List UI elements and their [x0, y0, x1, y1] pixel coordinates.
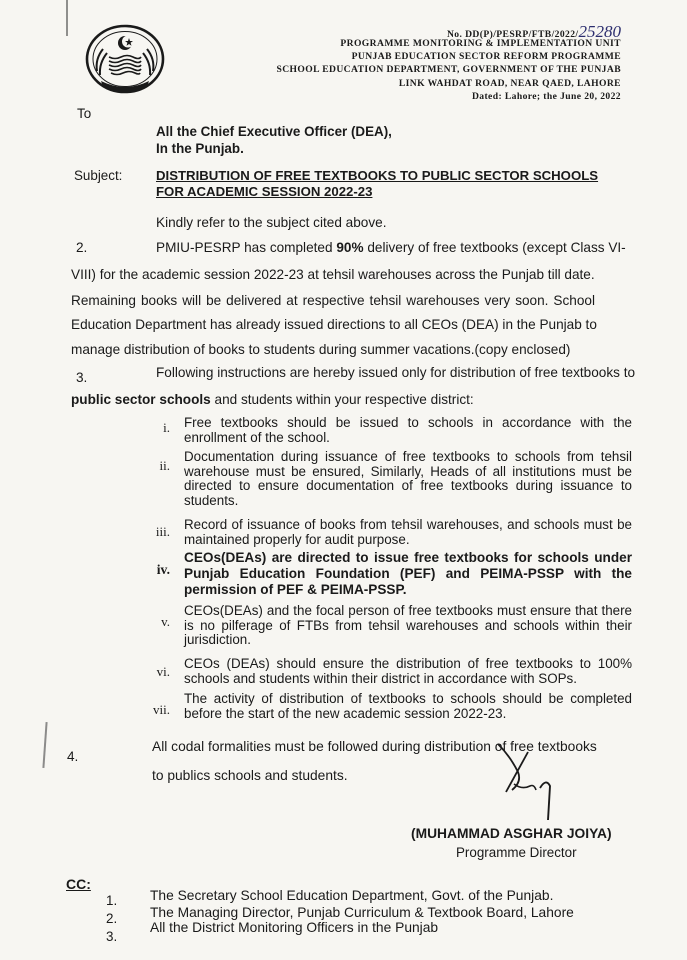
subject-label: Subject: [74, 168, 123, 183]
para-2-percent: 90% [336, 240, 364, 255]
header-programme: PUNJAB EDUCATION SECTOR REFORM PROGRAMME [351, 51, 621, 62]
addressee-line-2: In the Punjab. [156, 141, 244, 156]
instruction-num: vi. [156, 664, 170, 679]
instruction-num: i. [163, 420, 170, 435]
header-date: Dated: Lahore; the June 20, 2022 [471, 91, 621, 102]
scan-margin-mark [42, 722, 47, 768]
cc-item-number: 2. [106, 911, 118, 926]
scan-edge-mark [66, 0, 68, 36]
instruction-num: v. [161, 614, 170, 629]
para-2-line-5: manage distribution of books to students during summer vacations.(copy enclosed) [71, 342, 571, 357]
para-4-number: 4. [67, 749, 79, 764]
signatory-name: (MUHAMMAD ASGHAR JOIYA) [411, 826, 612, 841]
header-unit: PROGRAMME MONITORING & IMPLEMENTATION UNIT [340, 38, 621, 49]
instruction-item: Documentation during issuance of free textbooks to schools from tehsil warehouse must be ensured, Similarly, Heads of all institutions must be directed to ensure documentation of free textbooks during issuance to students. [184, 449, 632, 508]
para-2-line-1 [156, 236, 626, 260]
instruction-item: Free textbooks should be issued to schools in accordance with the enrollment of the school. [184, 415, 632, 445]
handwritten-reference-number: 25280 [578, 22, 621, 41]
para-4-line-1: All codal formalities must be followed during distribution of free textbooks [152, 739, 597, 754]
para-3-number: 3. [76, 370, 88, 385]
instruction-item: Record of issuance of books from tehsil warehouses, and schools must be maintained properly for audit purpose. [184, 517, 632, 547]
punjab-emblem-logo [83, 23, 167, 95]
to-label: To [77, 106, 92, 121]
cc-label: CC: [66, 876, 91, 892]
addressee-line-1: All the Chief Executive Officer (DEA), [156, 124, 392, 139]
para-2-number: 2. [76, 240, 88, 255]
cc-item-number: 3. [106, 929, 118, 944]
reference-prefix: No. DD(P)/PESRP/FTB/2022/ [446, 29, 579, 40]
header-department: SCHOOL EDUCATION DEPARTMENT, GOVERNMENT OF THE PUNJAB [276, 64, 621, 75]
handwritten-signature [488, 734, 578, 824]
para-3-rest-text: and students within your respective district: [210, 392, 474, 407]
instruction-num: vii. [153, 702, 170, 717]
para-2-line-2: VIII) for the academic session 2022-23 at tehsil warehouses across the Punjab till date. [71, 267, 595, 282]
instruction-item: The activity of distribution of textbooks to schools should be completed before the start of the new academic session 2022-23. [184, 691, 632, 721]
instruction-num: iii. [155, 524, 170, 539]
cc-item: The Secretary School Education Department, Govt. of the Punjab. [150, 888, 554, 903]
para-4-line-2: to publics schools and students. [152, 768, 348, 783]
instruction-num: ii. [159, 458, 170, 473]
para-3-line-2 [71, 388, 474, 412]
para-2-text-b: delivery of free textbooks (except Class VI- [363, 240, 626, 255]
instruction-num: iv. [156, 562, 170, 577]
para-2-line-3: Remaining books will be delivered at respective tehsil warehouses very soon. School [71, 293, 595, 308]
para-3-line-1: Following instructions are hereby issued only for distribution of free textbooks to [156, 365, 636, 380]
para-3-bold-text: public sector schools [71, 392, 211, 407]
signatory-title: Programme Director [456, 845, 577, 860]
cc-item: All the District Monitoring Officers in the Punjab [150, 920, 439, 935]
instruction-item: CEOs (DEAs) should ensure the distribution of free textbooks to 100% schools and students within their district in accordance with SOPs. [184, 656, 632, 686]
cc-item: The Managing Director, Punjab Curriculum & Textbook Board, Lahore [150, 905, 574, 920]
cc-item-number: 1. [106, 893, 118, 908]
para-2-line-4: Education Department has already issued directions to all CEOs (DEA) in the Punjab to [71, 317, 597, 332]
intro-text: Kindly refer to the subject cited above. [156, 215, 387, 230]
subject-line-2: FOR ACADEMIC SESSION 2022-23 [156, 184, 373, 199]
instruction-item-bold: CEOs(DEAs) are directed to issue free textbooks for schools under Punjab Education Foundation (PEF) and PEIMA-PSSP with the permission of PEF & PEIMA-PSSP. [184, 550, 632, 597]
para-2-text-a: PMIU-PESRP has completed [156, 240, 337, 255]
subject-line-1: DISTRIBUTION OF FREE TEXTBOOKS TO PUBLIC SECTOR SCHOOLS [156, 168, 599, 183]
instruction-item: CEOs(DEAs) and the focal person of free textbooks must ensure that there is no pilferage of FTBs from tehsil warehouses and schools within their jurisdiction. [184, 603, 632, 648]
header-address: LINK WAHDAT ROAD, NEAR QAED, LAHORE [398, 78, 621, 89]
